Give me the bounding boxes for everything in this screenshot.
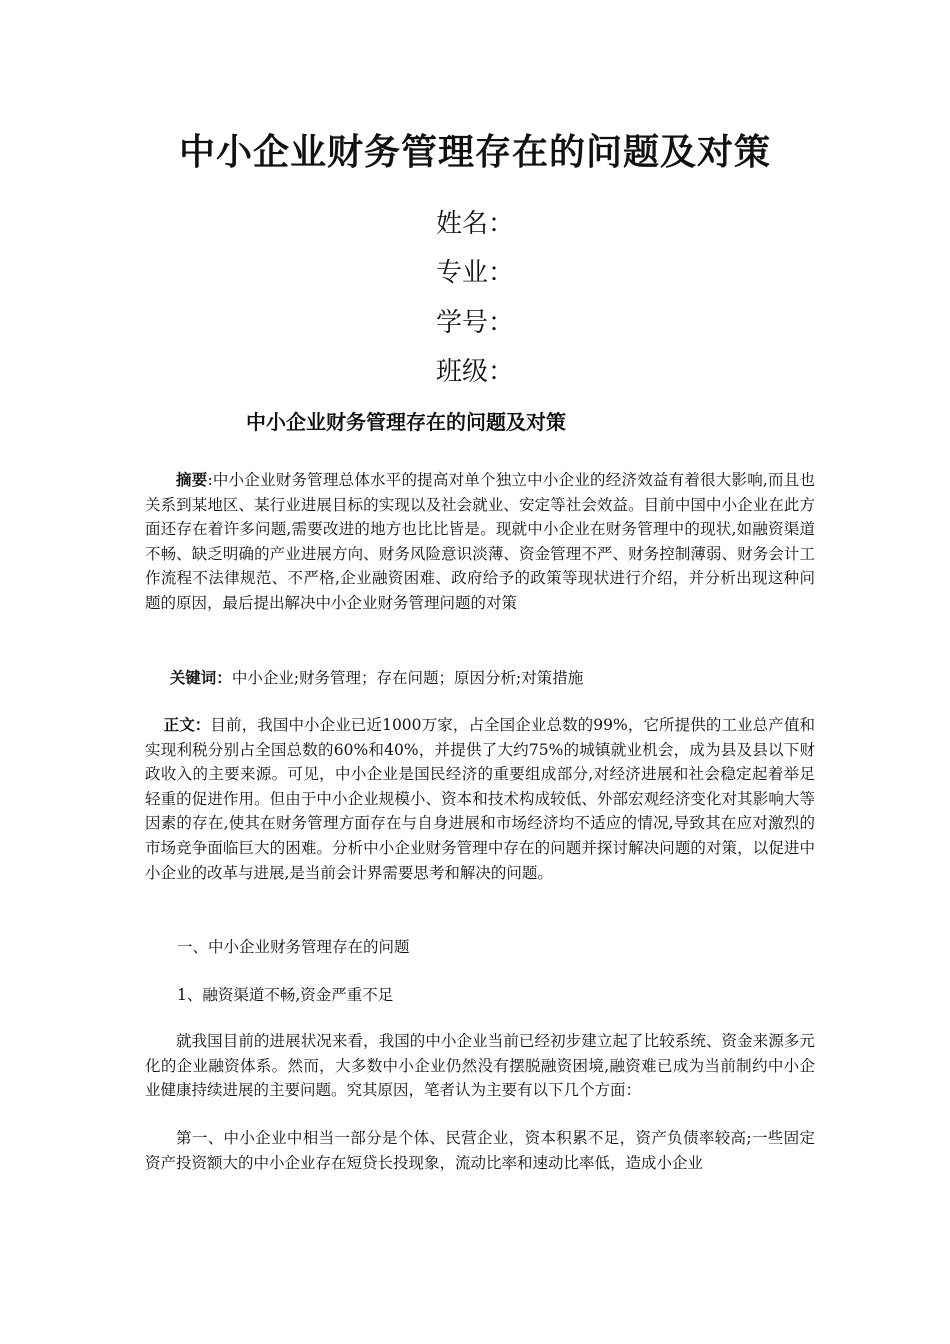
abstract-label: 摘要 [176,470,208,489]
abstract-paragraph [145,468,815,616]
subsection-1-heading: 1、融资渠道不畅,资金严重不足 [177,986,394,1004]
abstract-text: :中小企业财务管理总体水平的提高对单个独立中小企业的经济效益有着很大影响,而且也关系到某地区、某行业进展目标的实现以及社会就业、安定等社会效益。目前中国中小企业在此方面还存在着许多问题,需要改进的地方也比比皆是。现就中小企业在财务管理中的现状,如融资渠道不畅、缺乏明确的产业进展方向、财务风险意识淡薄、资金管理不严、财务控制薄弱、财务会计工作流程不法律规范、不严格,企业融资困难、政府给予的政策等现状进行介绍，并分析出现这种问题的原因，最后提出解决中小企业财务管理问题的对策 [145,471,815,612]
document-title: 中小企业财务管理存在的问题及对策 [178,131,771,173]
keywords-paragraph [145,666,815,691]
document-subtitle: 中小企业财务管理存在的问题及对策 [246,410,566,434]
body-label: 正文： [163,715,211,734]
keywords-label: 关键词： [169,668,232,687]
student-id-field: 学号： [436,308,515,338]
paragraph-2: 第一、中小企业中相当一部分是个体、民营企业，资本积累不足，资产负债率较高;一些固定资产投资额大的中小企业存在短贷长投现象，流动比率和速动比率低，造成小企业 [145,1129,815,1172]
keywords-text: 中小企业;财务管理；存在问题；原因分析;对策措施 [231,669,584,687]
paragraph-1: 就我国目前的进展状况来看，我国的中小企业当前已经初步建立起了比较系统、资金来源多元化的企业融资体系。然而，大多数中小企业仍然没有摆脱融资困境,融资难已成为当前制约中小企业健康持续进展的主要问题。究其原因，笔者认为主要有以下几个方面： [145,1032,815,1100]
major-field: 专业： [436,258,515,288]
class-field: 班级： [436,357,515,387]
name-field: 姓名： [436,209,515,239]
body-paragraph [145,713,815,885]
section-1-heading: 一、中小企业财务管理存在的问题 [177,938,410,956]
body-text: 目前，我国中小企业已近1000万家，占全国企业总数的99%，它所提供的工业总产值和实现利税分别占全国总数的60%和40%，并提供了大约75%的城镇就业机会，成为县及县以下财政收入的主要来源。可见，中小企业是国民经济的重要组成部分,对经济进展和社会稳定起着举足轻重的促进作用。但由于中小企业规模小、资本和技术构成较低、外部宏观经济变化对其影响大等因素的存在,使其在财务管理方面存在与自身进展和市场经济均不适应的情况,导致其在应对激烈的市场竞争面临巨大的困难。分析中小企业财务管理中存在的问题并探讨解决问题的对策，以促进中小企业的改革与进展,是当前会计界需要思考和解决的问题。 [145,716,815,882]
